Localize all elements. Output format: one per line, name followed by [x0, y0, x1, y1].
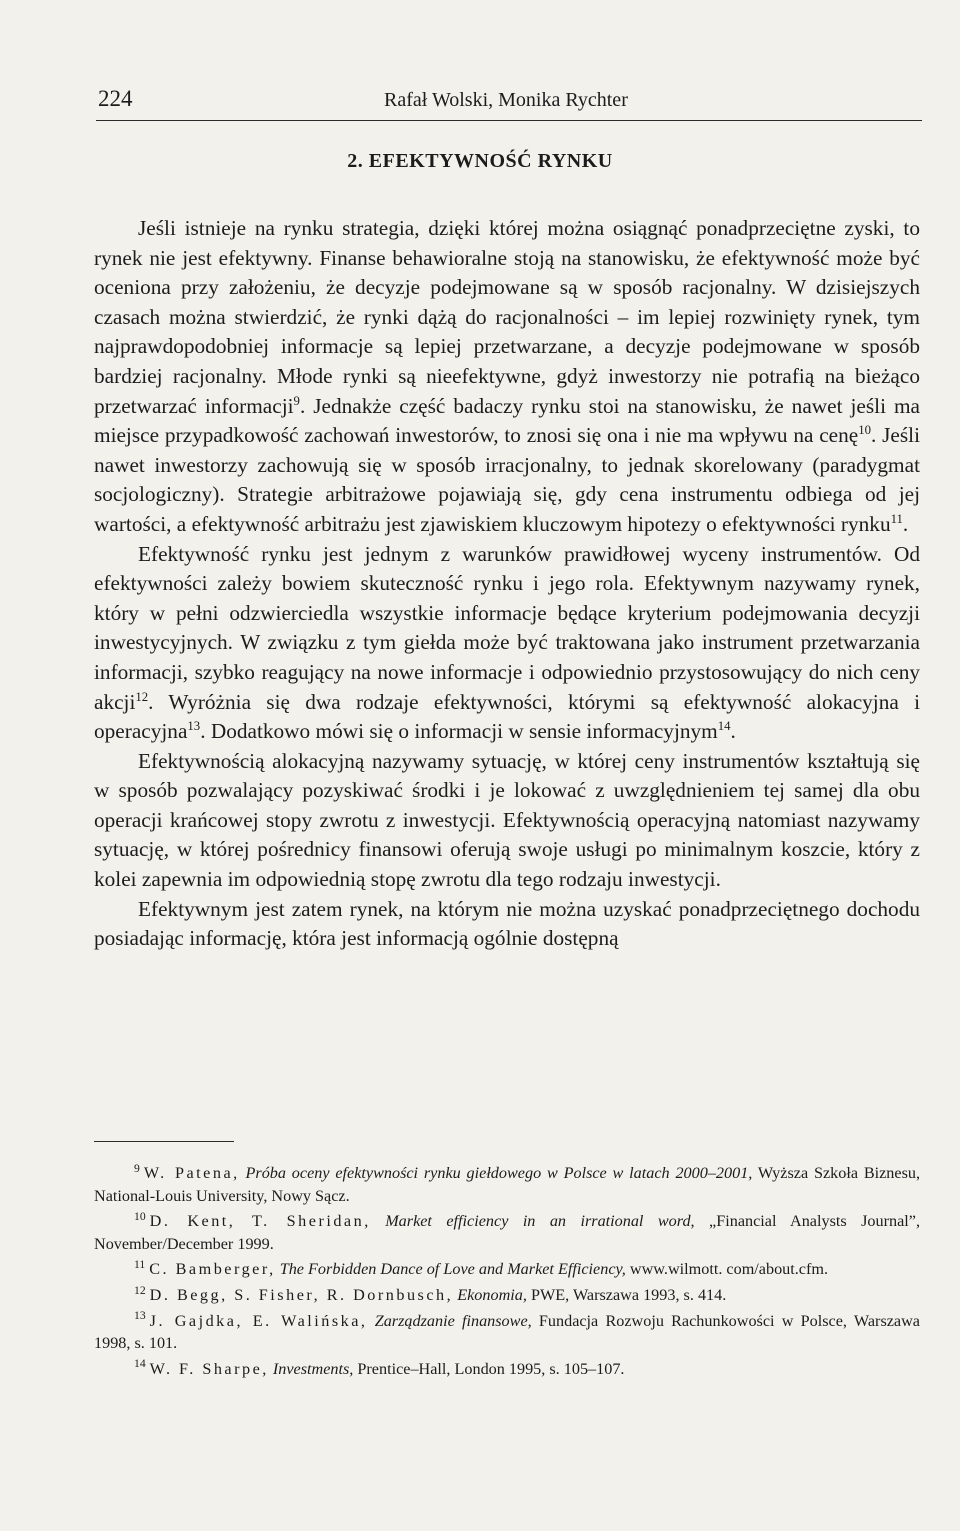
footnote-ref-11[interactable]: 11: [890, 511, 903, 526]
footnote-title: The Forbidden Dance of Love and Market Efficiency,: [279, 1260, 626, 1279]
footnote-ref-14[interactable]: 14: [717, 719, 731, 733]
footnote-publication: „Financial Analysts Journal”, November/December 1999.: [94, 1212, 920, 1253]
paragraph-text: Efektywność rynku jest jednym z warunków prawidłowej wyceny instrumentów. Od efektywności zależy bowiem skuteczność rynku i jego rola. Efektywnym nazywamy rynek, który w pełni odzwierciedla wszystkie informacje będące kryterium podejmowania decyzji inwestycyjnych. W związku z tym giełda może być traktowana jako instrument przetwarzania informacji, szybko reagujący na nowe informacje i odpowiednio przystosowujący do nich ceny akcji: [94, 541, 920, 714]
footnote-10: [94, 1210, 920, 1255]
paragraph-3: Efektywnością alokacyjną nazywamy sytuację, w której ceny instrumentów kształtują się w sposób pozwalający pozyskiwać środki i je lokować z uwzględnieniem tej samej dla obu operacji krańcowej stopy zwrotu z inwestycji. Efektywnością operacyjną natomiast nazywamy sytuację, w której pośrednicy finansowi oferują swoje usługi po minimalnym koszcie, który z kolei zapewnia im odpowiednią stopę zwrotu dla tego rodzaju inwestycji.: [94, 748, 920, 892]
paragraph-1: [94, 214, 920, 540]
footnote-title: Próba oceny efektywności rynku giełdowego w Polsce w latach 2000–2001,: [245, 1164, 753, 1182]
paragraph-text: Jeśli istnieje na rynku strategia, dzięki której można osiągnąć ponadprzeciętne zyski, to rynek nie jest efektywny. Finanse behawioralne stoją na stanowisku, że efektywność może być oceniona przy założeniu, że decyzje podejmowane są w sposób racjonalny. W dzisiejszych czasach można stwierdzić, że rynki dążą do racjonalności – im lepiej rozwinięty rynek, tym najprawdopodobniej informacje są lepiej przetwarzane, a decyzje podejmowane w sposób bardziej racjonalny. Młode rynki są nieefektywne, gdyż inwestorzy nie potrafią na bieżąco przetwarzać informacji: [94, 216, 920, 418]
footnote-12: [94, 1284, 920, 1307]
paragraph-text: . Dodatkowo mówi się o informacji w sensie informacyjnym: [200, 719, 718, 744]
footnote-13: [94, 1310, 920, 1355]
running-header: [96, 86, 922, 121]
footnote-title: Zarządzanie finansowe,: [374, 1311, 532, 1330]
footnote-author: J. Gajdka, E. Walińska,: [149, 1311, 368, 1330]
footnote-ref-9[interactable]: 9: [293, 393, 300, 408]
footnote-number: 11: [134, 1257, 146, 1271]
footnote-publication: Wyższa Szkoła Biznesu, National-Louis University, Nowy Sącz.: [94, 1164, 921, 1205]
paragraph-text: .: [902, 511, 909, 536]
footnote-number: 14: [134, 1357, 146, 1371]
footnote-publication: Prentice–Hall, London 1995, s. 105–107.: [357, 1359, 625, 1378]
paragraph-text: . Wyróżnia się dwa rodzaje efektywności, którymi są efektywność alokacyjna i operacyjna: [94, 689, 920, 744]
running-head-authors: Rafał Wolski, Monika Rychter: [384, 89, 628, 111]
footnote-ref-12[interactable]: 12: [135, 689, 149, 704]
footnote-number: 9: [134, 1161, 140, 1175]
footnote-author: D. Kent, T. Sheridan,: [149, 1212, 371, 1231]
footnote-author: W. F. Sharpe,: [149, 1359, 269, 1378]
paragraph-text: .: [730, 719, 736, 744]
footnote-14: [94, 1358, 920, 1381]
footnote-9: [94, 1162, 920, 1207]
body-text: [94, 214, 920, 954]
footnote-publication: PWE, Warszawa 1993, s. 414.: [530, 1285, 727, 1304]
footnote-ref-10[interactable]: 10: [858, 423, 871, 438]
paragraph-text: . Jednakże część badaczy rynku stoi na stanowisku, że nawet jeśli ma miejsce przypadkowość zachowań inwestorów, to znosi się ona i nie ma wpływu na cenę: [94, 393, 920, 448]
paragraph-2: [94, 540, 920, 747]
section-title: 2. EFEKTYWNOŚĆ RYNKU: [347, 150, 613, 172]
paragraph-text: . Jeśli nawet inwestorzy zachowują się w sposób irracjonalny, to jednak skorelowany (paradygmat socjologiczny). Strategie arbitrażowe pojawiają się, gdy cena instrumentu odbiega od jej wartości, a efektywność arbitrażu jest zjawiskiem kluczowym hipotezy o efektywności rynku: [94, 423, 920, 536]
footnote-separator: [94, 1141, 234, 1142]
footnote-author: C. Bamberger,: [149, 1260, 276, 1279]
footnote-author: W. Patena,: [143, 1164, 240, 1182]
footnotes: [94, 1162, 920, 1383]
footnote-title: Ekonomia,: [457, 1285, 527, 1304]
footnote-publication: www.wilmott. com/about.cfm.: [629, 1260, 829, 1279]
footnote-author: D. Begg, S. Fisher, R. Dornbusch,: [149, 1285, 454, 1304]
footnote-ref-13[interactable]: 13: [187, 719, 201, 733]
footnote-title: Market efficiency in an irrational word,: [385, 1212, 695, 1231]
footnote-number: 12: [134, 1283, 146, 1297]
page-number: 224: [98, 86, 133, 111]
footnote-number: 13: [134, 1309, 146, 1323]
footnote-number: 10: [134, 1209, 146, 1223]
paragraph-4: Efektywnym jest zatem rynek, na którym nie można uzyskać ponadprzeciętnego dochodu posiadając informację, która jest informacją ogólnie dostępną: [94, 896, 920, 951]
footnote-title: Investments,: [272, 1359, 354, 1378]
footnote-publication: Fundacja Rozwoju Rachunkowości w Polsce, Warszawa 1998, s. 101.: [94, 1311, 920, 1353]
footnote-11: [94, 1258, 920, 1281]
